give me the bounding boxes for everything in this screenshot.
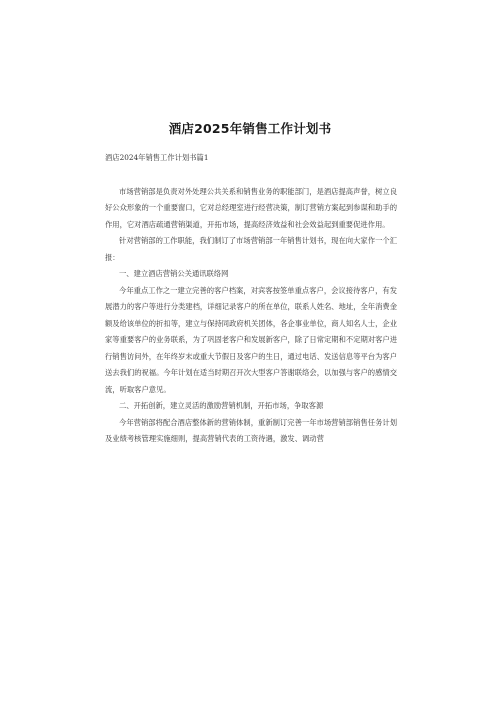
paragraph-customer-archive: 今年重点工作之一建立完善的客户档案，对宾客按签单重点客户，会议接待客户，有发展潜力的客户等进行分类建档，详细记录客户的所在单位，联系人姓名、地址，全年消费金额及给该单位的折扣等，建立与保持同政府机关团体，各企事业单位，商人知名人士，企业家等重要客户的业务联系，为了巩固老客户和发展新客户，除了日常定期和不定期对客户进行销售访问外，在年终岁末或重大节假日及客户的生日，通过电话、发送信息等平台为客户送去我们的祝福。今年计划在适当时期召开次大型客户答谢联络会，以加强与客户的感情交流，听取客户意见。 [105,285,397,394]
document-body [105,150,397,448]
paragraph-marketing-mechanism: 今年营销部将配合酒店整体新的营销体制，重新制订完善一年市场营销部销售任务计划及业绩考核管理实施细则，提高营销代表的工资待遇，激发、调动营 [105,417,397,443]
paragraph-intro: 市场营销部是负责对外处理公共关系和销售业务的职能部门，是酒店提高声誉，树立良好公众形象的一个重要窗口，它对总经理室进行经营决策，制订营销方案起到参谋和助手的作用，它对酒店疏通营销渠道，开拓市场，提高经济效益和社会效益起到重要促进作用。 [105,186,397,229]
document-title: 酒店2025年销售工作计划书 [168,121,332,136]
document-subtitle: 酒店2024年销售工作计划书篇1 [105,153,209,162]
paragraph-report-intro: 针对营销部的工作职能，我们制订了市场营销部一年销售计划书，现在向大家作一个汇报： [105,236,397,262]
section-heading-2: 二、开拓创新，建立灵活的激励营销机制，开拓市场，争取客源 [119,401,324,410]
section-heading-1: 一、建立酒店营销公关通讯联络网 [119,269,229,278]
